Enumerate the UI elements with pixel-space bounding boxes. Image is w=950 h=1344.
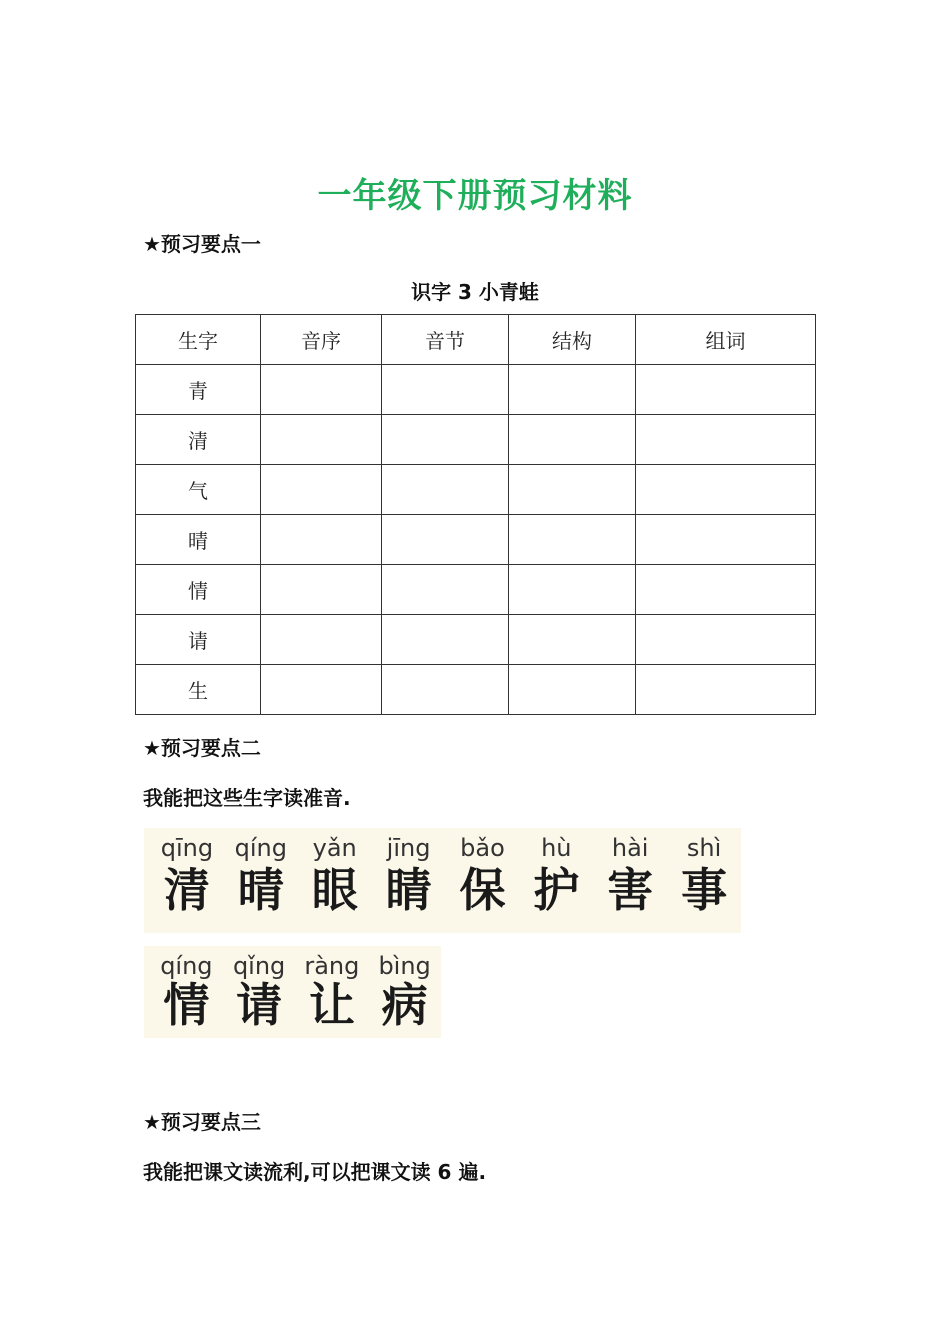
blank-cell[interactable] [509, 665, 636, 715]
blank-cell[interactable] [509, 465, 636, 515]
blank-cell[interactable] [261, 415, 382, 465]
blank-cell[interactable] [636, 665, 816, 715]
table-row [136, 515, 816, 565]
table-row [136, 615, 816, 665]
section-heading-2: ★预习要点二 [143, 736, 261, 760]
blank-cell[interactable] [509, 565, 636, 615]
char-cell: 生 [136, 665, 261, 715]
character-table [135, 314, 816, 715]
pinyin-char-item [446, 834, 520, 916]
blank-cell[interactable] [382, 615, 509, 665]
pinyin-char-item [667, 834, 741, 916]
pinyin-char-item [224, 834, 298, 916]
blank-cell[interactable] [636, 615, 816, 665]
hanzi-char: 害 [607, 863, 654, 917]
char-cell: 情 [136, 565, 261, 615]
pinyin-label: qíng [160, 952, 213, 980]
lesson-title: 识字 3 小青蛙 [411, 280, 539, 304]
header-cell: 组词 [636, 315, 816, 365]
table-row [136, 365, 816, 415]
pinyin-char-item [223, 952, 296, 1032]
blank-cell[interactable] [382, 665, 509, 715]
hanzi-char: 保 [459, 863, 506, 917]
reading-instruction: 我能把这些生字读准音. [143, 786, 351, 810]
blank-cell[interactable] [382, 365, 509, 415]
blank-cell[interactable] [636, 515, 816, 565]
pinyin-char-item [372, 834, 446, 916]
header-cell: 结构 [509, 315, 636, 365]
pinyin-card-row-1 [144, 828, 741, 933]
char-cell: 气 [136, 465, 261, 515]
pinyin-label: qīng [160, 834, 214, 862]
pinyin-label: bìng [378, 952, 431, 980]
hanzi-char: 清 [163, 863, 210, 917]
header-cell: 音序 [261, 315, 382, 365]
pinyin-label: ràng [304, 952, 360, 980]
table-header-row [136, 315, 816, 365]
hanzi-char: 情 [163, 978, 210, 1032]
table-row [136, 465, 816, 515]
blank-cell[interactable] [261, 515, 382, 565]
blank-cell[interactable] [509, 615, 636, 665]
pinyin-label: qíng [234, 834, 287, 862]
blank-cell[interactable] [261, 465, 382, 515]
page-title: 一年级下册预习材料 [317, 176, 633, 216]
char-cell: 青 [136, 365, 261, 415]
pinyin-char-item [593, 834, 667, 916]
pinyin-label: yǎn [312, 834, 357, 862]
pinyin-char-item [519, 834, 593, 916]
hanzi-char: 事 [681, 863, 728, 917]
blank-cell[interactable] [509, 365, 636, 415]
pinyin-label: qǐng [232, 952, 286, 980]
hanzi-char: 请 [236, 978, 283, 1032]
pinyin-char-item [298, 834, 372, 916]
blank-cell[interactable] [261, 565, 382, 615]
char-cell: 清 [136, 415, 261, 465]
table-row [136, 565, 816, 615]
hanzi-char: 让 [308, 978, 355, 1032]
pinyin-card-row-2 [144, 946, 441, 1038]
blank-cell[interactable] [636, 565, 816, 615]
hanzi-char: 眼 [311, 863, 358, 917]
pinyin-label: shì [686, 834, 722, 862]
blank-cell[interactable] [382, 565, 509, 615]
pinyin-char-item [296, 952, 369, 1032]
blank-cell[interactable] [509, 515, 636, 565]
pinyin-char-item [368, 952, 441, 1032]
hanzi-char: 病 [381, 978, 428, 1032]
blank-cell[interactable] [509, 415, 636, 465]
blank-cell[interactable] [636, 415, 816, 465]
table-row [136, 665, 816, 715]
hanzi-char: 睛 [385, 863, 432, 917]
blank-cell[interactable] [382, 465, 509, 515]
header-cell: 音节 [382, 315, 509, 365]
blank-cell[interactable] [636, 365, 816, 415]
pinyin-label: hài [611, 834, 649, 862]
blank-cell[interactable] [382, 515, 509, 565]
pinyin-label: jīng [386, 834, 431, 862]
section-heading-1: ★预习要点一 [143, 232, 261, 256]
section-heading-3: ★预习要点三 [143, 1110, 261, 1134]
pinyin-char-item [150, 952, 223, 1032]
table-row [136, 415, 816, 465]
pinyin-label: hù [541, 834, 572, 862]
blank-cell[interactable] [261, 665, 382, 715]
hanzi-char: 护 [533, 863, 580, 917]
hanzi-char: 晴 [237, 863, 284, 917]
blank-cell[interactable] [636, 465, 816, 515]
pinyin-char-item [150, 834, 224, 916]
blank-cell[interactable] [382, 415, 509, 465]
reading-goal: 我能把课文读流利,可以把课文读 6 遍. [143, 1160, 487, 1184]
blank-cell[interactable] [261, 615, 382, 665]
header-cell: 生字 [136, 315, 261, 365]
char-cell: 请 [136, 615, 261, 665]
pinyin-label: bǎo [460, 834, 505, 862]
char-cell: 晴 [136, 515, 261, 565]
blank-cell[interactable] [261, 365, 382, 415]
